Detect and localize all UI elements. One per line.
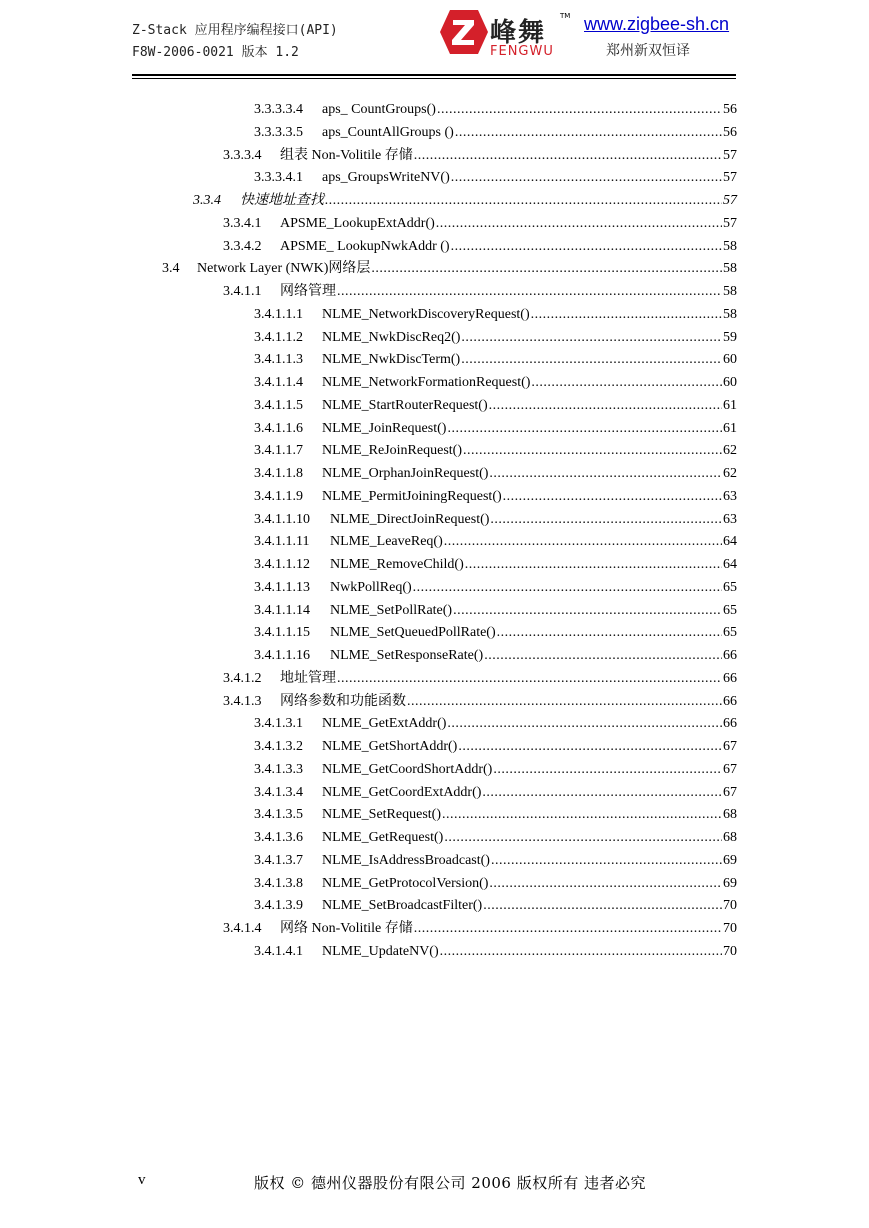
toc-entry-title: APSME_ LookupNwkAddr () xyxy=(280,238,450,254)
toc-entry-number: 3.4.1.1.10 xyxy=(254,511,310,527)
toc-entry-title: NLME_ReJoinRequest() xyxy=(322,443,462,459)
toc-entry-page: 60 xyxy=(723,352,737,368)
toc-entry-number: 3.4.1.1.16 xyxy=(254,648,310,663)
toc-entry-page: 66 xyxy=(723,693,737,709)
toc-entry-number: 3.4.1.1.3 xyxy=(254,352,303,368)
toc-entry[interactable] xyxy=(254,440,737,462)
toc-entry-page: 67 xyxy=(723,761,737,777)
toc-entry-page: 58 xyxy=(723,261,737,277)
toc-entry-number: 3.4.1.1.1 xyxy=(254,306,303,322)
toc-entry-page: 58 xyxy=(723,238,737,254)
logo-english-name: FENGWU xyxy=(490,44,554,59)
toc-entry-title: NLME_NwkDiscReq2() xyxy=(322,329,461,345)
toc-entry-number: 3.3.3.4.1 xyxy=(254,170,303,186)
toc-entry-page: 57 xyxy=(723,170,737,186)
toc-entry-number: 3.4.1.1.7 xyxy=(254,443,303,459)
toc-entry-number: 3.4 xyxy=(162,261,180,277)
toc-dot-leader xyxy=(440,941,722,963)
toc-entry-number: 3.4.1.1.6 xyxy=(254,420,303,436)
toc-entry[interactable] xyxy=(193,190,737,212)
toc-dot-leader xyxy=(371,258,722,280)
toc-dot-leader xyxy=(461,327,722,349)
toc-entry-title: 地址管理 xyxy=(280,670,336,686)
toc-entry-title: NLME_DirectJoinRequest() xyxy=(330,511,490,527)
logo-mark-icon xyxy=(438,8,488,56)
header-doc-id: F8W-2006-0021 版本 1.2 xyxy=(132,45,299,60)
toc-entry-page: 65 xyxy=(723,602,737,618)
toc-entry-title: APSME_LookupExtAddr() xyxy=(280,215,435,231)
toc-dot-leader xyxy=(482,782,722,804)
toc-entry-number: 3.4.1.1.4 xyxy=(254,375,303,390)
toc-entry-title: NLME_SetResponseRate() xyxy=(330,648,484,663)
toc-entry[interactable] xyxy=(254,782,737,804)
header-divider-thin xyxy=(132,78,736,79)
toc-entry-page: 58 xyxy=(723,306,737,322)
toc-entry-number: 3.4.1.3.5 xyxy=(254,807,303,823)
toc-entry[interactable] xyxy=(254,713,737,735)
toc-entry-title: 快速地址查找 xyxy=(240,193,324,208)
toc-entry[interactable] xyxy=(254,99,737,121)
toc-entry[interactable] xyxy=(254,850,737,872)
toc-entry-number: 3.4.1.1.8 xyxy=(254,466,303,481)
header-divider xyxy=(132,74,736,76)
toc-entry-number: 3.4.1.3.2 xyxy=(254,739,303,754)
toc-entry[interactable] xyxy=(254,804,737,826)
toc-entry-page: 70 xyxy=(723,943,737,959)
toc-entry[interactable] xyxy=(162,258,737,280)
toc-entry-number: 3.4.1.1.11 xyxy=(254,534,310,550)
toc-entry-number: 3.3.3.3.5 xyxy=(254,124,303,140)
toc-entry-number: 3.4.1.3.3 xyxy=(254,761,303,777)
toc-entry[interactable] xyxy=(254,895,737,917)
toc-entry-page: 70 xyxy=(723,898,737,914)
toc-entry-title: NLME_OrphanJoinRequest() xyxy=(322,466,489,481)
toc-entry-page: 59 xyxy=(723,329,737,345)
company-logo xyxy=(438,8,578,62)
toc-dot-leader xyxy=(447,418,722,440)
page-number: v xyxy=(138,1172,146,1188)
toc-entry-page: 62 xyxy=(723,443,737,459)
toc-dot-leader xyxy=(465,554,722,576)
toc-entry[interactable] xyxy=(223,281,737,303)
toc-dot-leader xyxy=(407,691,722,713)
toc-entry-page: 63 xyxy=(723,511,737,527)
toc-entry-page: 56 xyxy=(723,124,737,140)
toc-entry-number: 3.4.1.4 xyxy=(223,921,262,936)
toc-entry-number: 3.4.1.1.14 xyxy=(254,602,310,618)
toc-dot-leader xyxy=(493,759,722,781)
toc-dot-leader xyxy=(490,509,722,531)
toc-dot-leader xyxy=(436,213,722,235)
toc-entry-title: NLME_NetworkDiscoveryRequest() xyxy=(322,306,530,322)
header-company-name: 郑州新双恒译 xyxy=(606,43,690,59)
toc-entry-page: 66 xyxy=(723,648,737,663)
toc-entry[interactable] xyxy=(254,372,737,394)
toc-entry-number: 3.4.1.1.12 xyxy=(254,557,310,572)
toc-entry-title: aps_CountAllGroups () xyxy=(322,124,454,140)
toc-entry-page: 65 xyxy=(723,579,737,595)
toc-entry-number: 3.3.4.2 xyxy=(223,238,262,254)
toc-entry-title: NLME_SetQueuedPollRate() xyxy=(330,625,496,641)
toc-entry-page: 56 xyxy=(723,102,737,117)
toc-entry-title: NLME_SetBroadcastFilter() xyxy=(322,898,483,914)
toc-entry-title: NLME_GetProtocolVersion() xyxy=(322,875,489,891)
page-header xyxy=(0,0,869,80)
toc-entry-number: 3.4.1.3.6 xyxy=(254,830,303,845)
toc-entry-title: NLME_GetCoordExtAddr() xyxy=(322,784,482,800)
toc-entry[interactable] xyxy=(223,668,737,690)
toc-dot-leader xyxy=(447,713,722,735)
toc-entry-title: NLME_LeaveReq() xyxy=(330,534,443,550)
toc-entry-title: NLME_SetPollRate() xyxy=(330,602,453,618)
toc-entry-page: 67 xyxy=(723,784,737,800)
toc-entry-number: 3.3.3.4 xyxy=(223,147,262,163)
toc-entry[interactable] xyxy=(254,577,737,599)
toc-dot-leader xyxy=(453,600,722,622)
toc-dot-leader xyxy=(451,167,722,189)
toc-entry[interactable] xyxy=(254,873,737,895)
toc-dot-leader xyxy=(455,122,722,144)
toc-entry[interactable] xyxy=(254,349,737,371)
toc-dot-leader xyxy=(414,918,722,940)
toc-entry-page: 66 xyxy=(723,670,737,686)
logo-trademark: TM xyxy=(560,12,571,20)
toc-dot-leader xyxy=(437,99,722,121)
toc-entry-title: NwkPollReq() xyxy=(330,579,412,595)
toc-entry-page: 58 xyxy=(723,284,737,299)
toc-entry[interactable] xyxy=(223,918,737,940)
toc-dot-leader xyxy=(484,645,722,667)
toc-entry[interactable] xyxy=(254,122,737,144)
toc-dot-leader xyxy=(442,804,722,826)
toc-dot-leader xyxy=(531,304,722,326)
toc-entry-title: 网络管理 xyxy=(280,284,336,299)
toc-entry[interactable] xyxy=(254,827,737,849)
toc-entry-number: 3.4.1.1.2 xyxy=(254,329,303,345)
toc-entry-number: 3.4.1.3.1 xyxy=(254,716,303,732)
toc-entry-title: NLME_GetRequest() xyxy=(322,830,444,845)
toc-entry-page: 61 xyxy=(723,397,737,413)
toc-entry[interactable] xyxy=(254,645,737,667)
toc-entry-page: 69 xyxy=(723,852,737,868)
toc-dot-leader xyxy=(337,281,722,303)
toc-entry-title: NLME_GetExtAddr() xyxy=(322,716,447,732)
toc-dot-leader xyxy=(325,190,722,212)
toc-entry-number: 3.4.1.4.1 xyxy=(254,943,303,959)
toc-entry-number: 3.4.1.2 xyxy=(223,670,262,686)
toc-entry-title: NLME_NetworkFormationRequest() xyxy=(322,375,531,390)
toc-entry[interactable] xyxy=(254,167,737,189)
toc-entry-page: 62 xyxy=(723,466,737,481)
toc-entry[interactable] xyxy=(254,941,737,963)
toc-entry-title: Network Layer (NWK)网络层 xyxy=(197,261,371,277)
toc-entry-title: 网络 Non-Volitile 存储 xyxy=(280,921,413,936)
toc-dot-leader xyxy=(451,236,722,258)
toc-dot-leader xyxy=(414,145,722,167)
toc-entry-number: 3.3.4.1 xyxy=(223,215,262,231)
toc-dot-leader xyxy=(531,372,722,394)
toc-entry-title: aps_ CountGroups() xyxy=(322,102,436,117)
toc-entry[interactable] xyxy=(223,213,737,235)
toc-entry-number: 3.4.1.3.7 xyxy=(254,852,303,868)
toc-entry[interactable] xyxy=(254,531,737,553)
header-doc-info xyxy=(132,20,338,64)
toc-entry[interactable] xyxy=(223,236,737,258)
toc-entry[interactable] xyxy=(223,145,737,167)
toc-entry[interactable] xyxy=(254,554,737,576)
toc-entry-number: 3.4.1.1.13 xyxy=(254,579,310,595)
logo-chinese-name: 峰舞 xyxy=(490,18,547,48)
toc-dot-leader xyxy=(413,577,722,599)
toc-entry-title: NLME_GetCoordShortAddr() xyxy=(322,761,493,777)
toc-entry-number: 3.4.1.1.9 xyxy=(254,488,303,504)
toc-entry[interactable] xyxy=(254,759,737,781)
toc-entry-title: NLME_UpdateNV() xyxy=(322,943,439,959)
toc-entry[interactable] xyxy=(254,486,737,508)
toc-entry-page: 67 xyxy=(723,739,737,754)
toc-entry-page: 61 xyxy=(723,420,737,436)
toc-entry-page: 57 xyxy=(723,215,737,231)
toc-entry-page: 57 xyxy=(723,147,737,163)
toc-entry-title: NLME_StartRouterRequest() xyxy=(322,397,488,413)
toc-entry-number: 3.4.1.1.5 xyxy=(254,397,303,413)
toc-dot-leader xyxy=(444,531,722,553)
toc-dot-leader xyxy=(483,895,722,917)
toc-entry-number: 3.4.1.3 xyxy=(223,693,262,709)
toc-entry[interactable] xyxy=(223,691,737,713)
toc-entry[interactable] xyxy=(254,395,737,417)
toc-entry[interactable] xyxy=(254,736,737,758)
toc-entry-page: 66 xyxy=(723,716,737,732)
footer-copyright: 版权 © 德州仪器股份有限公司 2006 版权所有 违者必究 xyxy=(254,1174,647,1192)
toc-entry-title: NLME_SetRequest() xyxy=(322,807,441,823)
toc-entry-page: 57 xyxy=(723,193,737,208)
toc-dot-leader xyxy=(489,463,722,485)
toc-entry-page: 64 xyxy=(723,534,737,550)
toc-entry-title: 网络参数和功能函数 xyxy=(280,693,406,709)
toc-entry[interactable] xyxy=(254,418,737,440)
toc-entry[interactable] xyxy=(254,304,737,326)
toc-entry-title: NLME_NwkDiscTerm() xyxy=(322,352,461,368)
toc-entry-title: aps_GroupsWriteNV() xyxy=(322,170,450,186)
toc-entry-title: 组表 Non-Volitile 存储 xyxy=(280,147,413,163)
toc-entry-title: NLME_GetShortAddr() xyxy=(322,739,458,754)
toc-entry-number: 3.3.4 xyxy=(193,193,221,208)
toc-entry-page: 68 xyxy=(723,807,737,823)
toc-entry-page: 69 xyxy=(723,875,737,891)
toc-dot-leader xyxy=(444,827,722,849)
toc-dot-leader xyxy=(461,349,722,371)
toc-entry-number: 3.4.1.3.8 xyxy=(254,875,303,891)
toc-dot-leader xyxy=(497,622,722,644)
toc-entry[interactable] xyxy=(254,463,737,485)
toc-entry-title: NLME_PermitJoiningRequest() xyxy=(322,488,502,504)
toc-entry-number: 3.4.1.3.4 xyxy=(254,784,303,800)
toc-entry-page: 60 xyxy=(723,375,737,390)
toc-dot-leader xyxy=(503,486,722,508)
toc-entry-title: NLME_IsAddressBroadcast() xyxy=(322,852,490,868)
toc-dot-leader xyxy=(489,873,722,895)
toc-entry-page: 68 xyxy=(723,830,737,845)
header-website-link[interactable]: www.zigbee-sh.cn xyxy=(584,14,730,34)
toc-entry-page: 70 xyxy=(723,921,737,936)
toc-entry[interactable] xyxy=(254,600,737,622)
toc-entry[interactable] xyxy=(254,622,737,644)
toc-entry-number: 3.4.1.3.9 xyxy=(254,898,303,914)
header-doc-title: Z-Stack 应用程序编程接口(API) xyxy=(132,23,338,38)
toc-entry-number: 3.3.3.3.4 xyxy=(254,102,303,117)
toc-entry-number: 3.4.1.1.15 xyxy=(254,625,310,641)
toc-entry-title: NLME_JoinRequest() xyxy=(322,420,447,436)
toc-dot-leader xyxy=(491,850,722,872)
toc-dot-leader xyxy=(489,395,722,417)
toc-entry[interactable] xyxy=(254,509,737,531)
toc-entry-page: 64 xyxy=(723,557,737,572)
toc-entry[interactable] xyxy=(254,327,737,349)
toc-dot-leader xyxy=(337,668,722,690)
toc-dot-leader xyxy=(458,736,722,758)
toc-entry-page: 63 xyxy=(723,488,737,504)
toc-dot-leader xyxy=(463,440,722,462)
toc-entry-page: 65 xyxy=(723,625,737,641)
toc-entry-title: NLME_RemoveChild() xyxy=(330,557,464,572)
toc-entry-number: 3.4.1.1 xyxy=(223,284,262,299)
